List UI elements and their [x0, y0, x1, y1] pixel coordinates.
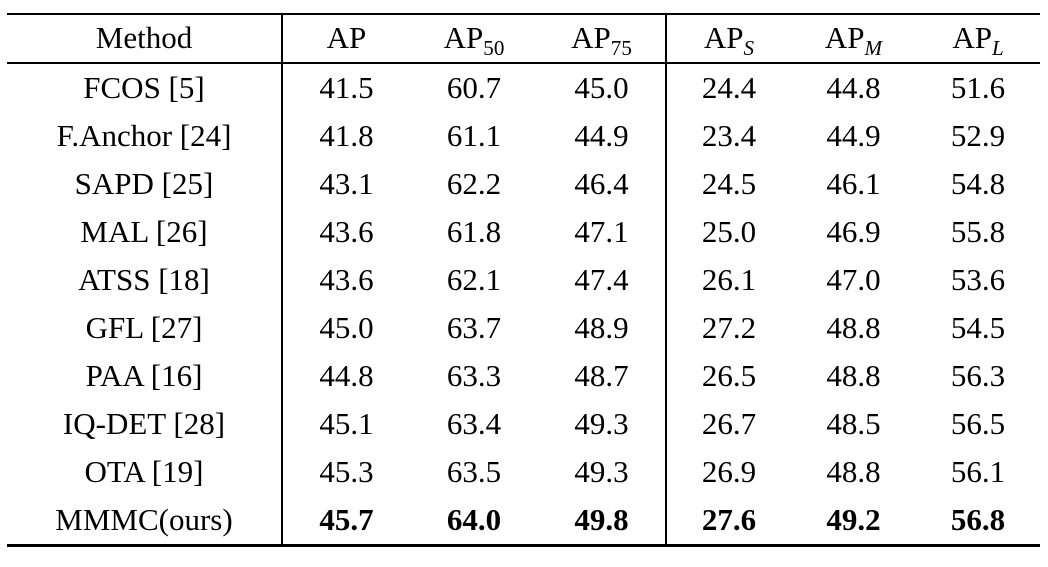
- value-cell: 49.3: [538, 400, 666, 448]
- column-header-subscript: L: [991, 36, 1004, 61]
- value-cell: 54.8: [950, 165, 1006, 201]
- value-cell: 62.1: [446, 261, 502, 297]
- method-cell: ATSS [18]: [7, 256, 282, 304]
- value-cell: 24.5: [701, 165, 757, 201]
- value-cell: 54.5: [950, 309, 1006, 345]
- table-row: [7, 304, 1040, 352]
- value-cell: 48.5: [826, 405, 881, 441]
- value-cell: 49.2: [826, 501, 881, 537]
- value-cell: 63.5: [446, 453, 502, 489]
- value-cell: 49.8: [538, 496, 666, 546]
- value-cell: 55.8: [950, 213, 1006, 249]
- value-cell: 52.9: [950, 117, 1006, 153]
- column-header-apm: [791, 14, 916, 63]
- table-row: [7, 63, 1040, 112]
- value-cell: 26.7: [701, 405, 757, 441]
- method-cell: MAL [26]: [7, 208, 282, 256]
- value-cell: 24.4: [701, 69, 757, 105]
- value-cell: 25.0: [701, 213, 757, 249]
- table-row: [7, 400, 1040, 448]
- column-header-label: Method: [95, 20, 193, 56]
- value-cell: 45.7: [319, 501, 374, 537]
- column-header-aps: [666, 14, 791, 63]
- method-cell: MMMC(ours): [7, 496, 282, 546]
- value-cell: 45.3: [319, 453, 374, 489]
- value-cell: 27.6: [701, 501, 757, 537]
- column-header-label: AP: [571, 20, 611, 56]
- table-row: [7, 352, 1040, 400]
- table-header: [7, 14, 1040, 63]
- table-row: [7, 496, 1040, 546]
- value-cell: 46.9: [826, 213, 881, 249]
- value-cell: 41.8: [319, 117, 374, 153]
- value-cell: 43.1: [319, 165, 374, 201]
- value-cell: 60.7: [446, 69, 502, 105]
- value-cell: 56.5: [950, 405, 1006, 441]
- value-cell: 47.4: [538, 256, 666, 304]
- column-header-label: AP: [443, 20, 484, 56]
- value-cell: 56.8: [950, 501, 1006, 537]
- value-cell: 45.1: [319, 405, 374, 441]
- value-cell: 43.6: [319, 213, 374, 249]
- column-header-label: AP: [824, 20, 865, 56]
- method-cell: SAPD [25]: [7, 160, 282, 208]
- table-row: [7, 112, 1040, 160]
- value-cell: 44.8: [826, 69, 881, 105]
- value-cell: 46.1: [826, 165, 881, 201]
- value-cell: 23.4: [701, 117, 757, 153]
- value-cell: 47.0: [826, 261, 881, 297]
- value-cell: 26.1: [701, 261, 757, 297]
- value-cell: 56.3: [950, 357, 1006, 393]
- value-cell: 49.3: [538, 448, 666, 496]
- column-header-method: [7, 14, 282, 63]
- value-cell: 64.0: [446, 501, 502, 537]
- value-cell: 63.7: [446, 309, 502, 345]
- value-cell: 63.3: [446, 357, 502, 393]
- column-header-subscript: 75: [610, 36, 632, 61]
- value-cell: 53.6: [950, 261, 1006, 297]
- value-cell: 48.9: [538, 304, 666, 352]
- column-header-apl: [916, 14, 1040, 63]
- value-cell: 47.1: [538, 208, 666, 256]
- value-cell: 46.4: [538, 160, 666, 208]
- value-cell: 48.8: [826, 357, 881, 393]
- value-cell: 44.8: [319, 357, 374, 393]
- value-cell: 27.2: [701, 309, 757, 345]
- method-cell: F.Anchor [24]: [7, 112, 282, 160]
- column-header-subscript: S: [743, 36, 755, 61]
- table-row: [7, 208, 1040, 256]
- value-cell: 61.8: [446, 213, 502, 249]
- value-cell: 63.4: [446, 405, 502, 441]
- value-cell: 44.9: [826, 117, 881, 153]
- method-cell: PAA [16]: [7, 352, 282, 400]
- value-cell: 44.9: [538, 112, 666, 160]
- value-cell: 41.5: [319, 69, 374, 105]
- column-header-ap75: [538, 14, 666, 63]
- value-cell: 48.7: [538, 352, 666, 400]
- method-cell: OTA [19]: [7, 448, 282, 496]
- value-cell: 51.6: [950, 69, 1006, 105]
- method-cell: FCOS [5]: [7, 63, 282, 112]
- value-cell: 48.8: [826, 309, 881, 345]
- table-row: [7, 160, 1040, 208]
- column-header-label: AP: [326, 20, 367, 56]
- table-body: [7, 63, 1040, 546]
- column-header-subscript: 50: [483, 36, 505, 61]
- column-header-ap: [282, 14, 410, 63]
- value-cell: 56.1: [950, 453, 1006, 489]
- header-row: [7, 14, 1040, 63]
- value-cell: 43.6: [319, 261, 374, 297]
- table-row: [7, 256, 1040, 304]
- value-cell: 26.9: [701, 453, 757, 489]
- method-cell: GFL [27]: [7, 304, 282, 352]
- value-cell: 48.8: [826, 453, 881, 489]
- column-header-label: AP: [952, 20, 992, 56]
- results-table: [7, 13, 1040, 547]
- method-cell: IQ-DET [28]: [7, 400, 282, 448]
- value-cell: 45.0: [538, 63, 666, 112]
- value-cell: 45.0: [319, 309, 374, 345]
- value-cell: 61.1: [446, 117, 502, 153]
- value-cell: 26.5: [701, 357, 757, 393]
- value-cell: 62.2: [446, 165, 502, 201]
- column-header-ap50: [410, 14, 538, 63]
- column-header-subscript: M: [864, 36, 883, 61]
- column-header-label: AP: [703, 20, 744, 56]
- table-row: [7, 448, 1040, 496]
